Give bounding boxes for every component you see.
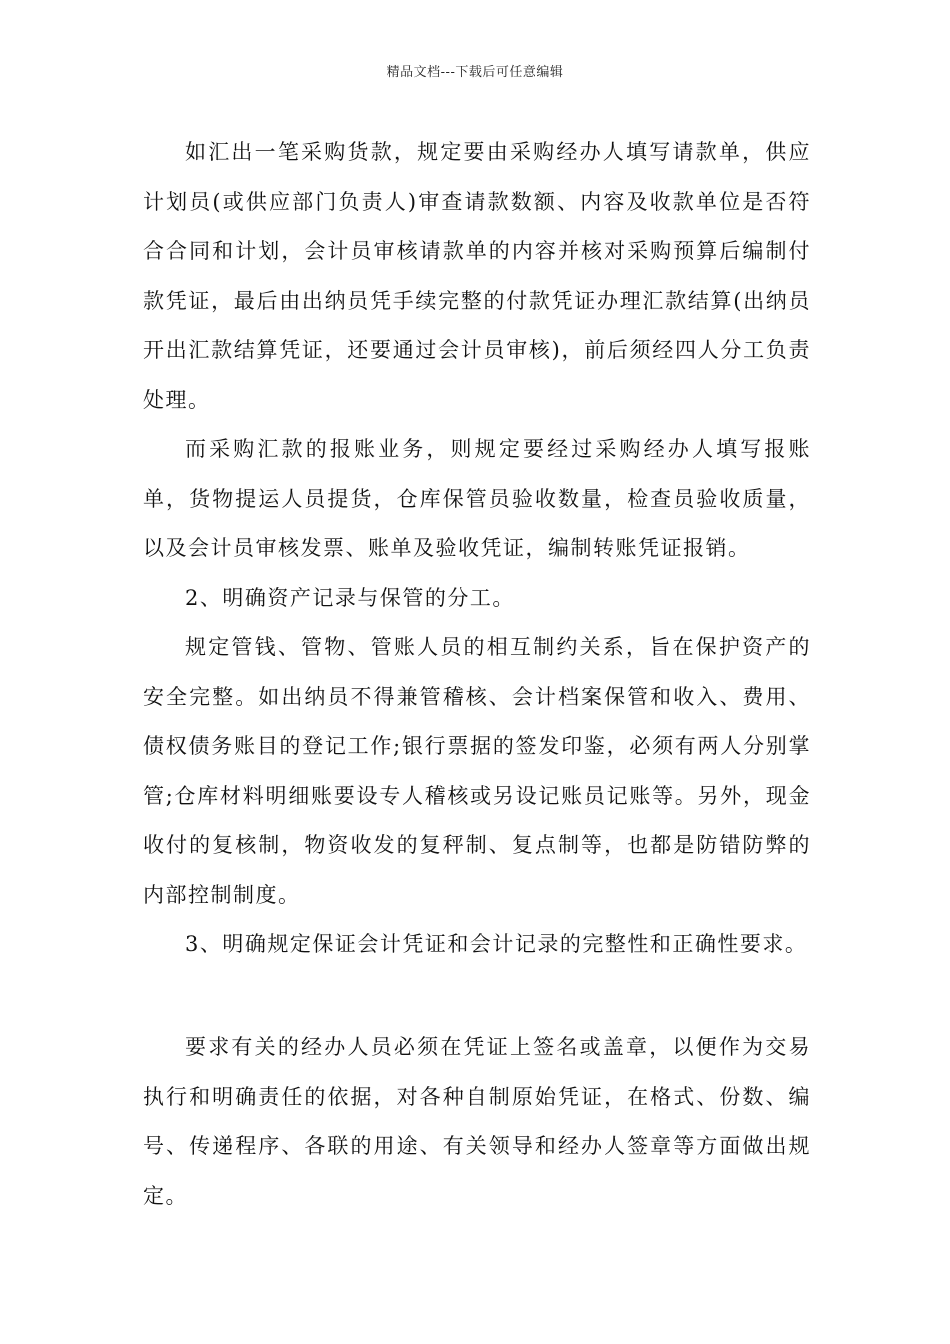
body-block-1 [143,128,811,970]
paragraph-reimbursement: 而采购汇款的报账业务，则规定要经过采购经办人填写报账单，货物提运人员提货，仓库保管员验收数量，检查员验收质量，以及会计员审核发票、账单及验收凭证，编制转账凭证报销。 [143,437,811,560]
page-header: 精品文档---下载后可任意编辑 [386,65,564,80]
body-block-2 [143,1023,811,1221]
paragraph-voucher-requirements: 要求有关的经办人员必须在凭证上签名或盖章，以便作为交易执行和明确责任的依据，对各种自制原始凭证，在格式、份数、编号、传递程序、各联的用途、有关领导和经办人签章等方面做出规定。 [143,1035,811,1208]
section-heading-3: 3、明确规定保证会计凭证和会计记录的完整性和正确性要求。 [185,932,808,956]
paragraph-custody-separation: 规定管钱、管物、管账人员的相互制约关系，旨在保护资产的安全完整。如出纳员不得兼管稽核、会计档案保管和收入、费用、债权债务账目的登记工作;银行票据的签发印鉴，必须有两人分别掌管;仓库材料明细账要设专人稽核或另设记账员记账等。另外，现金收付的复核制，物资收发的复秤制、复点制等，也都是防错防弊的内部控制制度。 [143,635,811,907]
section-heading-2: 2、明确资产记录与保管的分工。 [185,585,515,610]
paragraph-remittance: 如汇出一笔采购货款，规定要由采购经办人填写请款单，供应计划员(或供应部门负责人)审查请款数额、内容及收款单位是否符合合同和计划，会计员审核请款单的内容并核对采购预算后编制付款凭证，最后由出纳员凭手续完整的付款凭证办理汇款结算(出纳员开出汇款结算凭证，还要通过会计员审核)，前后须经四人分工负责处理。 [143,140,811,412]
